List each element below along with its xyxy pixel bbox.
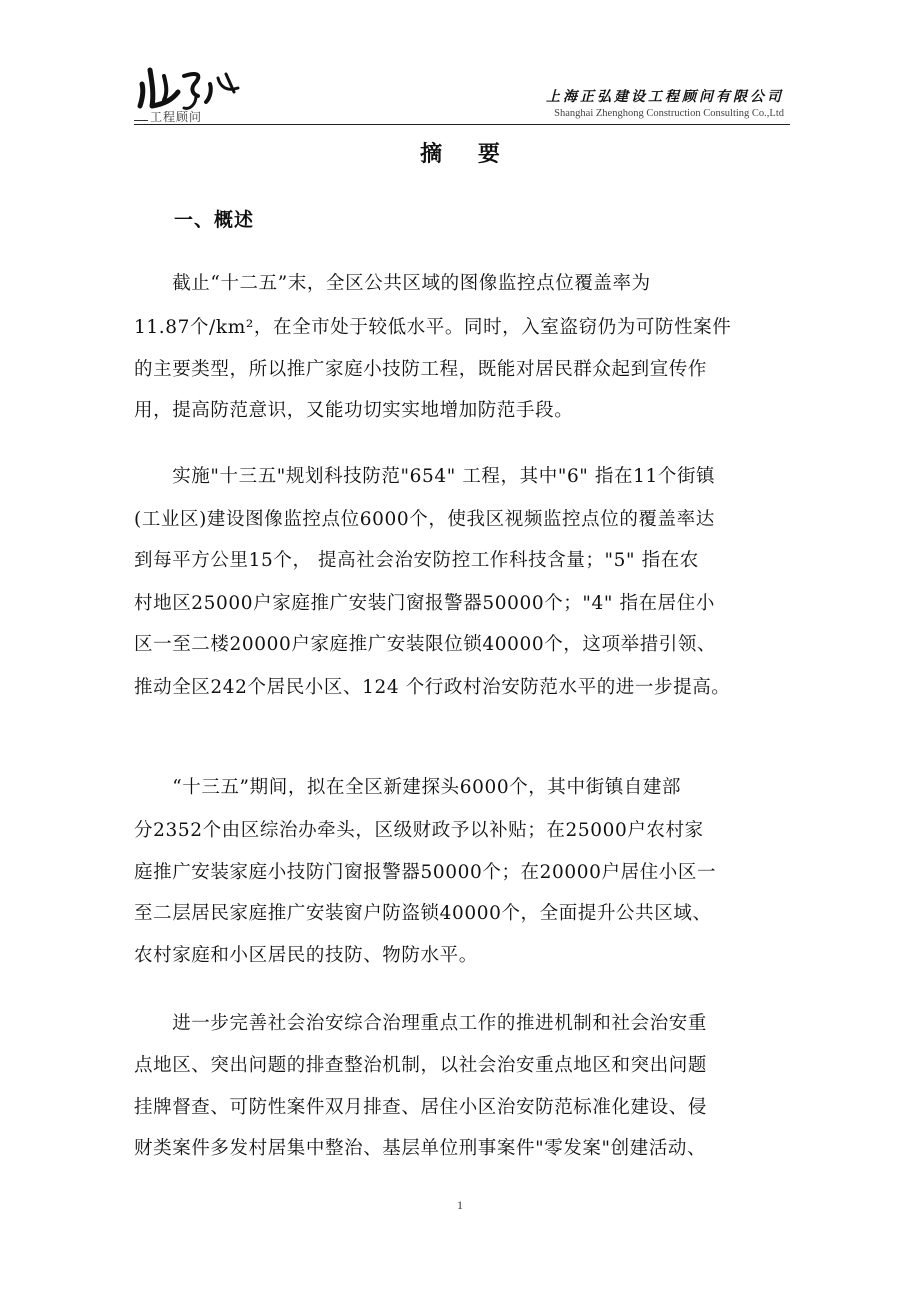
company-name-en: Shanghai Zhenghong Construction Consulting Co.,Ltd: [554, 108, 784, 119]
text-line: 分2352个由区综治办牵头，区级财政予以补贴；在25000户农村家: [134, 820, 704, 841]
text-line: “十三五”期间，拟在全区新建探头6000个，其中街镇自建部: [134, 777, 682, 798]
text-line: 区一至二楼20000户家庭推广安装限位锁40000个，这项举措引领、: [134, 634, 717, 655]
logo-subtitle: 工程顾问: [150, 110, 203, 124]
text-line: 农村家庭和小区居民的技防、物防水平。: [134, 945, 478, 966]
text-line: 用，提高防范意识，又能功切实实地增加防范手段。: [134, 400, 574, 421]
text-line: 庭推广安装家庭小技防门窗报警器50000个；在20000户居住小区一: [134, 862, 717, 883]
text-line: 村地区25000户家庭推广安装门窗报警器50000个；"4" 指在居住小: [134, 593, 715, 614]
company-name-cn: 上海正弘建设工程顾问有限公司: [546, 89, 784, 105]
text-line: 推动全区242个居民小区、124 个行政村治安防范水平的进一步提高。: [134, 677, 731, 698]
text-line: (工业区)建设图像监控点位6000个，使我区视频监控点位的覆盖率达: [134, 509, 715, 530]
document-title: 摘 要: [420, 141, 514, 167]
text-line: 点地区、突出问题的排查整治机制，以社会治安重点地区和突出问题: [134, 1055, 708, 1076]
text-line: 财类案件多发村居集中整治、基层单位刑事案件"零发案"创建活动、: [134, 1138, 707, 1159]
header-divider: [134, 124, 790, 125]
text-line: 截止“十二五”末，全区公共区域的图像监控点位覆盖率为: [134, 273, 651, 294]
text-line: 进一步完善社会治安综合治理重点工作的推进机制和社会治安重: [134, 1013, 708, 1034]
text-line: 挂牌督查、可防性案件双月排查、居住小区治安防范标准化建设、侵: [134, 1097, 708, 1118]
page-number: 1: [457, 1198, 463, 1212]
section-heading: 一、概述: [174, 209, 255, 231]
text-line: 到每平方公里15个， 提高社会治安防控工作科技含量；"5" 指在农: [134, 550, 699, 571]
text-line: 的主要类型，所以推广家庭小技防工程，既能对居民群众起到宣传作: [134, 359, 708, 380]
text-line: 实施"十三五"规划科技防范"654" 工程，其中"6" 指在11个街镇: [134, 466, 716, 487]
text-line: 11.87个/km²，在全市处于较低水平。同时，入室盗窃仍为可防性案件: [134, 317, 732, 338]
logo-underline: [134, 120, 148, 121]
text-line: 至二层居民家庭推广安装窗户防盗锁40000个，全面提升公共区域、: [134, 903, 712, 924]
